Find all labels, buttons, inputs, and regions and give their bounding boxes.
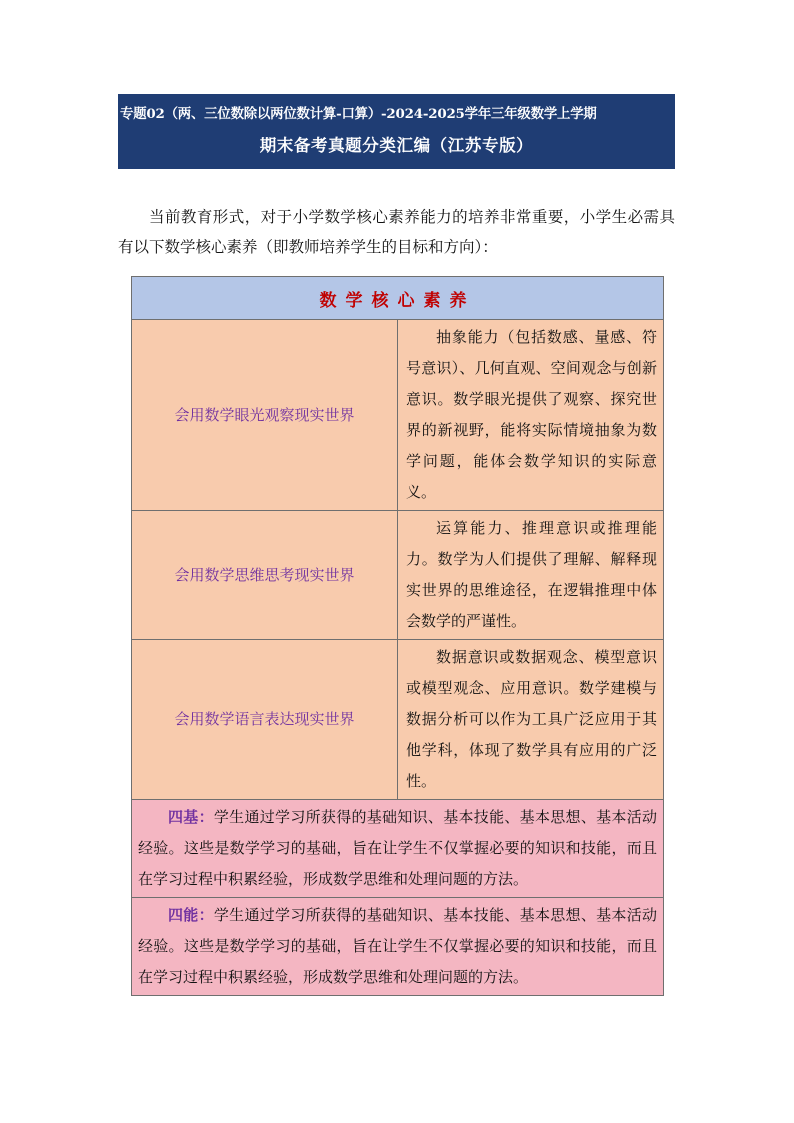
- core-literacy-table: [131, 276, 664, 996]
- note-four-abilities: [132, 898, 664, 996]
- row-label: 会用数学语言表达现实世界: [132, 640, 398, 800]
- table-note-row: [132, 800, 664, 898]
- row-description: 运算能力、推理意识或推理能力。数学为人们提供了理解、解释现实世界的思维途径，在逻辑推理中体会数学的严谨性。: [398, 511, 664, 640]
- header-title-line2: 期末备考真题分类汇编（江苏专版）: [259, 136, 534, 155]
- table-row: [132, 511, 664, 640]
- note-four-basics: [132, 800, 664, 898]
- note-text: 学生通过学习所获得的基础知识、基本技能、基本思想、基本活动经验。这些是数学学习的基础，旨在让学生不仅掌握必要的知识和技能，而且在学习过程中积累经验，形成数学思维和处理问题的方法。: [138, 906, 657, 986]
- table-row: [132, 640, 664, 800]
- row-label: 会用数学眼光观察现实世界: [132, 320, 398, 511]
- row-label: 会用数学思维思考现实世界: [132, 511, 398, 640]
- table-row: [132, 320, 664, 511]
- note-lead: 四基：: [168, 808, 214, 826]
- note-lead: 四能：: [168, 906, 214, 924]
- header-title-line1: 专题02（两、三位数除以两位数计算-口算）-2024-2025学年三年级数学上学期: [120, 106, 597, 122]
- table-title: 数学核心素养: [132, 277, 664, 320]
- document-header-banner: [118, 94, 675, 169]
- intro-paragraph: 当前教育形式，对于小学数学核心素养能力的培养非常重要，小学生必需具有以下数学核心素养（即教师培养学生的目标和方向）：: [118, 208, 675, 256]
- table-note-row: [132, 898, 664, 996]
- row-description: 数据意识或数据观念、模型意识或模型观念、应用意识。数学建模与数据分析可以作为工具广泛应用于其他学科，体现了数学具有应用的广泛性。: [398, 640, 664, 800]
- row-description: 抽象能力（包括数感、量感、符号意识）、几何直观、空间观念与创新意识。数学眼光提供了观察、探究世界的新视野，能将实际情境抽象为数学问题，能体会数学知识的实际意义。: [398, 320, 664, 511]
- note-text: 学生通过学习所获得的基础知识、基本技能、基本思想、基本活动经验。这些是数学学习的基础，旨在让学生不仅掌握必要的知识和技能，而且在学习过程中积累经验，形成数学思维和处理问题的方法。: [138, 808, 657, 888]
- table-header-row: [132, 277, 664, 320]
